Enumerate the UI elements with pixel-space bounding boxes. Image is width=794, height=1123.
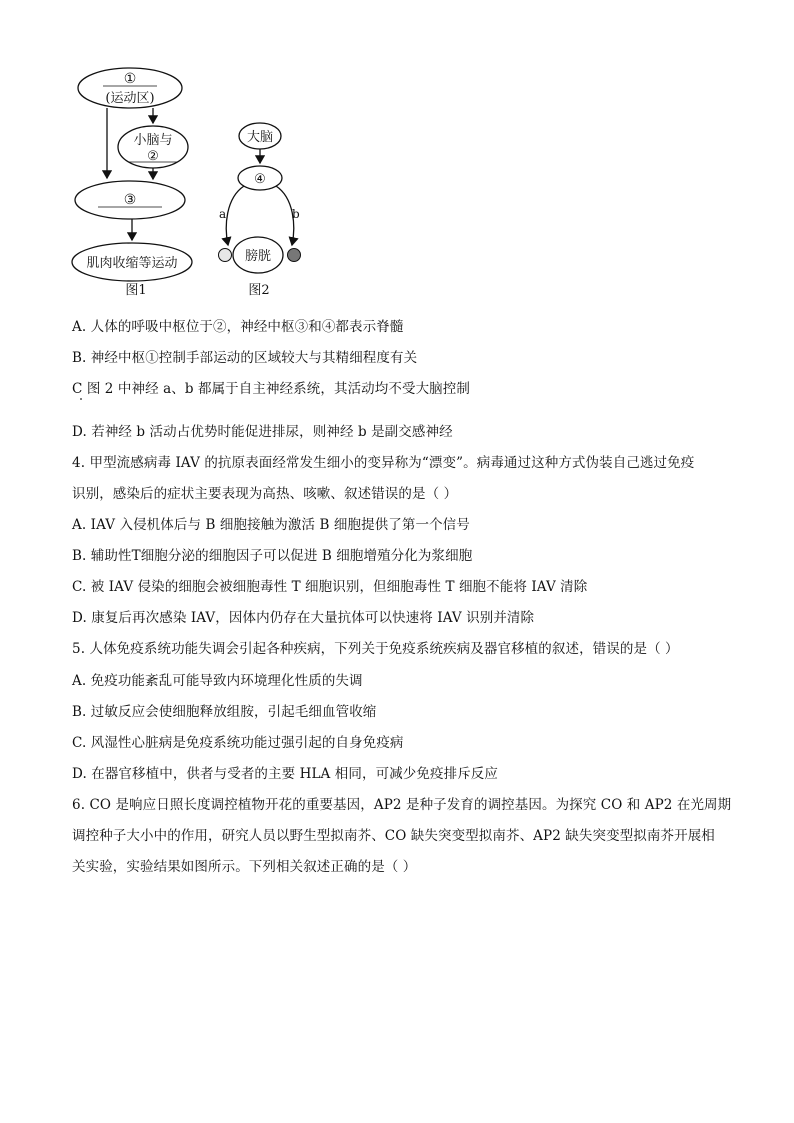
- q3-option-c: C 图 2 中神经 a、b 都属于自主神经系统，其活动均不受大脑控制: [72, 381, 470, 397]
- q4-option-a: A. IAV 入侵机体后与 B 细胞接触为激活 B 细胞提供了第一个信号: [72, 517, 470, 533]
- node-motor-area-label: (运动区): [105, 91, 155, 106]
- node-muscle-label: 肌肉收缩等运动: [86, 256, 178, 271]
- nerve-a: [226, 186, 244, 245]
- q5-option-b: B. 过敏反应会使细胞释放组胺，引起毛细血管收缩: [72, 704, 377, 720]
- nerve-b-label: b: [292, 207, 300, 221]
- stray-dot: [80, 398, 82, 400]
- node-cerebellum-num: ②: [147, 149, 159, 164]
- q4-option-c: C. 被 IAV 侵染的细胞会被细胞毒性 T 细胞识别，但细胞毒性 T 细胞不能将 IAV 清除: [72, 579, 588, 595]
- node-4-num: ④: [254, 172, 266, 187]
- q4-option-b: B. 辅助性T细胞分泌的细胞因子可以促进 B 细胞增殖分化为浆细胞: [72, 548, 473, 564]
- q5-option-d: D. 在器官移植中，供者与受者的主要 HLA 相同，可减少免疫排斥反应: [72, 766, 498, 782]
- figure-2-diagram: [214, 118, 314, 300]
- q6-stem-line3: 关实验，实验结果如图所示。下列相关叙述正确的是（ ）: [72, 859, 417, 875]
- node-brain-label: 大脑: [246, 130, 274, 145]
- q5-stem: 5. 人体免疫系统功能失调会引起各种疾病，下列关于免疫系统疾病及器官移植的叙述，错误的是（ ）: [72, 641, 679, 657]
- q3-option-a: A. 人体的呼吸中枢位于②，神经中枢③和④都表示脊髓: [72, 319, 404, 335]
- figure-1-caption: 图1: [125, 283, 147, 298]
- receptor-b: [288, 249, 301, 262]
- node-bladder-label: 膀胱: [244, 249, 272, 264]
- q5-option-a: A. 免疫功能紊乱可能导致内环境理化性质的失调: [72, 673, 363, 689]
- q3-option-b: B. 神经中枢①控制手部运动的区域较大与其精细程度有关: [72, 350, 418, 366]
- figure-2-caption: 图2: [248, 283, 270, 298]
- q6-stem-line1: 6. CO 是响应日照长度调控植物开花的重要基因，AP2 是种子发育的调控基因。为探究 CO 和 AP2 在光周期: [72, 797, 732, 813]
- q6-stem-line2: 调控种子大小中的作用，研究人员以野生型拟南芥、CO 缺失突变型拟南芥、AP2 缺失突变型拟南芥开展相: [72, 828, 715, 844]
- node-cerebellum-label: 小脑与: [133, 133, 173, 148]
- q4-stem-line2: 识别，感染后的症状主要表现为高热、咳嗽、叙述错误的是（ ）: [72, 486, 458, 502]
- figure-1-diagram: [70, 64, 210, 300]
- node-motor-area-num: ①: [123, 71, 137, 87]
- q4-stem-line1: 4. 甲型流感病毒 IAV 的抗原表面经常发生细小的变异称为“漂变”。病毒通过这种方式伪装自己逃过免疫: [72, 455, 695, 471]
- q4-option-d: D. 康复后再次感染 IAV，因体内仍存在大量抗体可以快速将 IAV 识别并清除: [72, 610, 535, 626]
- node-3-num: ③: [123, 192, 137, 208]
- q5-option-c: C. 风湿性心脏病是免疫系统功能过强引起的自身免疫病: [72, 735, 404, 751]
- receptor-a: [219, 249, 232, 262]
- q3-option-d: D. 若神经 b 活动占优势时能促进排尿，则神经 b 是副交感神经: [72, 424, 453, 440]
- nerve-a-label: a: [219, 207, 227, 221]
